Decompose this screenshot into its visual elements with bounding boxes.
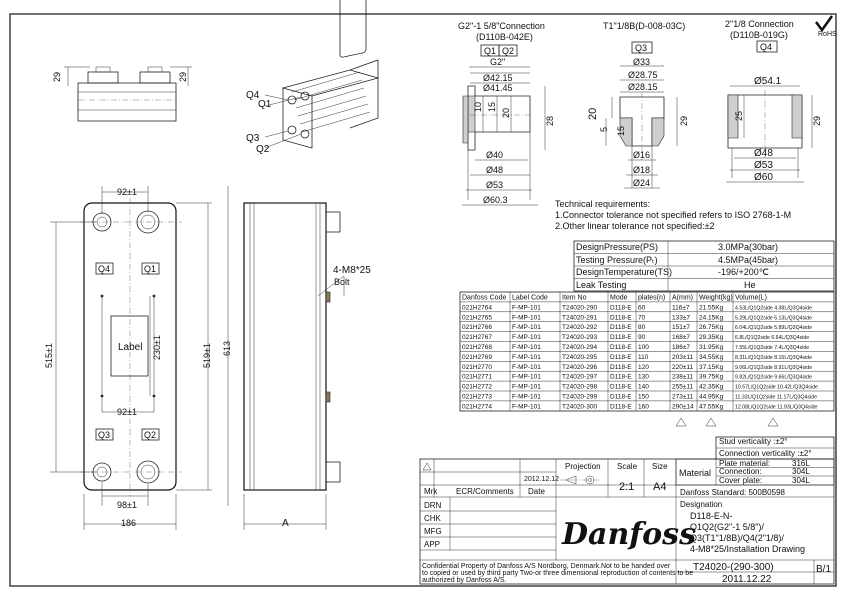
material-row-0-value: 316L <box>792 459 810 468</box>
parts-cell: F-MP-101 <box>512 314 541 322</box>
notes <box>719 437 812 458</box>
tb-date: Date <box>528 487 545 496</box>
iso-tag-q4: Q4 <box>246 90 260 101</box>
material-row-1-name: Connection: <box>719 467 762 476</box>
parts-cell: 9.82L/Q1Q2side 9.66L/Q3Q4side <box>735 374 812 381</box>
spec-value-2: -196/+200℃ <box>718 267 769 277</box>
parts-cell: 255±11 <box>672 383 694 391</box>
parts-cell: D118-E <box>610 363 632 371</box>
parts-cell: 116±7 <box>672 304 690 312</box>
q3-h4: 29 <box>679 115 689 126</box>
iso-tag-q1: Q1 <box>258 99 272 110</box>
parts-cell: D118-E <box>610 353 632 361</box>
parts-cell: F-MP-101 <box>512 403 541 411</box>
parts-header-cell: Item No <box>562 294 587 302</box>
side-view <box>244 203 371 530</box>
parts-cell: D118-E <box>610 344 632 351</box>
dim-width: 186 <box>121 518 137 528</box>
parts-cell: 100 <box>638 344 649 351</box>
parts-cell: D118-E <box>610 334 632 342</box>
parts-cell: 021H2766 <box>462 324 492 332</box>
q4-title: 2"1/8 Connection <box>725 19 794 29</box>
parts-cell: F-MP-101 <box>512 334 541 342</box>
parts-cell: D118-E <box>610 393 632 401</box>
parts-cell: 34.55Kg <box>699 353 724 361</box>
parts-cell: 168±7 <box>672 334 691 342</box>
q4-tag: Q4 <box>760 42 773 52</box>
parts-cell: D118-E <box>610 314 632 322</box>
note-stud: Stud verticality :±2° <box>719 437 788 446</box>
spec-value-3: He <box>744 280 756 290</box>
q1q2-d6: Ø60.3 <box>483 195 508 205</box>
q3-tag: Q3 <box>635 43 648 53</box>
bolt-spec: 4-M8*25 <box>333 265 371 276</box>
parts-cell: 90 <box>638 334 646 342</box>
parts-header-cell: A(mm) <box>672 294 693 302</box>
parts-cell: 273±11 <box>672 393 694 401</box>
parts-cell: 021H2773 <box>462 393 492 401</box>
front-tag-q2: Q2 <box>144 430 157 440</box>
q3-h3: 15 <box>616 125 626 136</box>
label-plate-text: Label <box>118 342 143 353</box>
tb-designation-0: D118-E-N- <box>690 511 733 521</box>
parts-cell: 5.29L/Q1Q2side 5.13L/Q3Q4side <box>735 315 812 322</box>
dim-mid: 92±1 <box>117 407 137 417</box>
parts-cell: T24020-292 <box>562 324 598 332</box>
parts-cell: 12.08L/Q1Q2side 11.93L/Q3Q4side <box>735 404 818 411</box>
parts-cell: T24020-291 <box>562 314 598 322</box>
bolt-label: Bolt <box>334 277 350 287</box>
parts-cell: 021H2771 <box>462 373 492 381</box>
spec-label-1: Testing Pressure(Pₜ) <box>576 255 658 265</box>
parts-cell: 021H2767 <box>462 334 492 342</box>
parts-cell: T24020-300 <box>562 403 598 411</box>
parts-cell: T24020-297 <box>562 373 598 381</box>
parts-cell: 9.06L/Q1Q2side 8.91L/Q3Q4side <box>735 364 812 371</box>
tb-confidential-2: authorized by Danfoss A/S. <box>422 577 507 584</box>
spec-value-1: 4.5MPa(45bar) <box>718 255 779 265</box>
parts-cell: 8.31L/Q1Q2side 8.15L/Q3Q4side <box>735 354 812 361</box>
parts-cell: 133±7 <box>672 314 691 322</box>
material-row-0-name: Plate material: <box>719 459 771 468</box>
projection-symbol <box>560 476 600 484</box>
parts-table <box>460 292 834 411</box>
tb-date-rev: 2012.12.12 <box>524 476 560 483</box>
q1q2-h4: 28 <box>545 115 555 126</box>
q4-d3: Ø53 <box>754 160 773 171</box>
tb-size-label: Size <box>652 462 668 471</box>
q3-d3: Ø28.15 <box>628 82 658 92</box>
parts-cell: 31.95Kg <box>699 344 724 351</box>
parts-cell: 220±11 <box>672 363 694 371</box>
iso-tag-q2: Q2 <box>256 144 270 155</box>
parts-cell: 120 <box>638 363 649 371</box>
tb-role-drn: DRN <box>424 501 442 510</box>
q1q2-code: (D110B-042E) <box>476 32 533 42</box>
parts-header-cell: Danfoss Code <box>462 294 507 302</box>
tech-line2: 2.Other linear tolerance not specified:±2 <box>555 221 715 231</box>
q1q2-tag1: Q1 <box>484 46 497 56</box>
tb-drawing-date: 2011.12.22 <box>722 574 772 585</box>
parts-cell: 021H2768 <box>462 344 492 351</box>
q1q2-d4: Ø48 <box>486 165 504 175</box>
q3-title: T1"1/8B(D-008-03C) <box>603 21 686 31</box>
q3-d1: Ø33 <box>633 57 651 67</box>
parts-cell: 290±14 <box>672 403 694 411</box>
dim-h2: 519±1 <box>202 343 212 368</box>
parts-cell: 21.55Kg <box>699 304 724 312</box>
q1q2-d3: Ø40 <box>486 150 504 160</box>
detail-q4 <box>725 19 822 183</box>
tb-role-chk: CHK <box>424 514 441 523</box>
warning-triangles <box>676 418 778 426</box>
tb-scale: 2:1 <box>619 481 635 493</box>
iso-tag-q3: Q3 <box>246 133 260 144</box>
tb-designation-3: 4-M8*25/Installation Drawing <box>690 544 806 554</box>
parts-cell: D118-E <box>610 373 632 381</box>
detail-q1q2 <box>458 21 555 205</box>
parts-cell: T24020-299 <box>562 393 598 401</box>
tb-confidential-0: Confidential Property of Danfoss A/S Nordborg, Denmark.Not to be handed over <box>422 563 671 570</box>
spec-table <box>574 241 834 291</box>
tech-line1: 1.Connector tolerance not specified refers to ISO 2768-1-M <box>555 210 792 220</box>
parts-cell: F-MP-101 <box>512 383 541 391</box>
parts-header-cell: Volume(L) <box>735 294 767 302</box>
tb-role-app: APP <box>424 540 441 549</box>
q4-h2: 29 <box>812 115 822 126</box>
parts-cell: 37.15Kg <box>699 363 724 371</box>
parts-cell: F-MP-101 <box>512 363 541 371</box>
parts-cell: 160 <box>638 403 649 411</box>
parts-cell: D118-E <box>610 304 632 312</box>
parts-cell: 021H2764 <box>462 304 492 312</box>
parts-cell: T24020-296 <box>562 363 598 371</box>
parts-cell: 47.55Kg <box>699 403 724 411</box>
parts-cell: 186±7 <box>672 344 691 351</box>
tb-drawing-no: T24020-(290-300) <box>693 562 774 573</box>
tb-projection: Projection <box>565 462 601 471</box>
parts-header-cell: Label Code <box>512 294 548 302</box>
tb-scale-label: Scale <box>617 462 638 471</box>
parts-cell: 29.35Kg <box>699 334 724 342</box>
parts-cell: 021H2765 <box>462 314 492 322</box>
material-row-1-value: 304L <box>792 467 810 476</box>
parts-cell: F-MP-101 <box>512 353 541 361</box>
q1q2-thread: G2" <box>490 57 506 67</box>
parts-cell: 42.35Kg <box>699 383 724 391</box>
parts-cell: 110 <box>638 353 649 361</box>
dim-label-h: 230±1 <box>152 335 162 360</box>
rohs-text: RoHS <box>818 31 837 38</box>
note-conn: Connection verticality :±2° <box>719 449 812 458</box>
parts-cell: F-MP-101 <box>512 373 541 381</box>
parts-cell: 24.15Kg <box>699 314 724 322</box>
brand-logo: Danfoss <box>562 517 696 552</box>
parts-cell: F-MP-101 <box>512 344 541 351</box>
spec-value-0: 3.0MPa(30bar) <box>718 242 779 252</box>
spec-label-3: Leak Testing <box>576 280 627 290</box>
dim-h1: 515±1 <box>44 343 54 368</box>
parts-header-cell: plates(n) <box>638 294 666 302</box>
parts-cell: D118-E <box>610 383 632 391</box>
q3-h2: 5 <box>599 126 609 132</box>
parts-cell: T24020-293 <box>562 334 598 342</box>
q4-h1: 25 <box>734 110 744 121</box>
tb-designation-label: Designation <box>680 500 723 509</box>
parts-cell: 021H2774 <box>462 403 492 411</box>
rohs-mark <box>816 16 837 38</box>
q1q2-d1: Ø42.15 <box>483 73 513 83</box>
tb-sheet: B/1 <box>816 564 832 575</box>
parts-cell: F-MP-101 <box>512 324 541 332</box>
tb-ecr: ECR/Comments <box>456 487 514 496</box>
parts-cell: 11.33L/Q1Q2side 11.17L/Q3Q4side <box>735 394 817 401</box>
technical-requirements <box>555 199 791 231</box>
front-tag-q1: Q1 <box>144 264 157 274</box>
tb-standard: Danfoss Standard: 500B0598 <box>680 488 785 497</box>
parts-cell: 10.57L/Q1Q2side 10.42L/Q3Q4side <box>735 384 818 391</box>
tb-role-mfg: MFG <box>424 527 442 536</box>
q3-d5: Ø18 <box>633 165 651 175</box>
parts-cell: T24020-295 <box>562 353 598 361</box>
spec-label-2: DesignTemperature(TS) <box>576 267 673 277</box>
q3-d2: Ø28.75 <box>628 70 658 80</box>
dim-top: 92±1 <box>117 187 137 197</box>
parts-cell: T24020-298 <box>562 383 598 391</box>
front-view <box>44 186 232 530</box>
spec-label-0: DesignPressure(PS) <box>576 242 659 252</box>
parts-cell: 70 <box>638 314 646 322</box>
material-label: Material <box>679 468 712 478</box>
tb-confidential-1: to copied or used by third party Two-or three dimensional reproduction of contents to be <box>422 570 694 577</box>
q4-d2: Ø48 <box>754 148 773 159</box>
parts-cell: 44.95Kg <box>699 393 724 401</box>
title-block <box>420 459 834 585</box>
parts-cell: F-MP-101 <box>512 393 541 401</box>
parts-cell: 021H2770 <box>462 363 492 371</box>
parts-cell: 6.8L/Q1Q2side 6.64L/Q3Q4side <box>735 335 810 342</box>
q1q2-d2: Ø41.45 <box>483 83 513 93</box>
parts-header-cell: Mode <box>610 294 628 302</box>
parts-cell: 021H2772 <box>462 383 492 391</box>
tb-mrk: Mrk <box>424 487 438 496</box>
parts-cell: 6.04L/Q1Q2side 5.89L/Q3Q4side <box>735 325 812 332</box>
tb-designation-1: Q1Q2(G2"-1 5/8")/ <box>690 522 764 532</box>
parts-cell: T24020-294 <box>562 344 598 351</box>
parts-cell: T24020-290 <box>562 304 598 312</box>
q3-d4: Ø16 <box>633 150 651 160</box>
front-tag-q3: Q3 <box>98 430 111 440</box>
tb-designation-2: Q3(T1"1/8B)/Q4(2"1/8)/ <box>690 533 784 543</box>
q4-code: (D110B-019G) <box>730 30 788 40</box>
top-view <box>52 67 192 121</box>
parts-cell: 7.55L/Q1Q2side 7.4L/Q3Q4side <box>735 345 810 351</box>
dim-h3: 613 <box>222 340 232 356</box>
dim-a: A <box>282 518 289 529</box>
dim-bottom: 98±1 <box>117 500 137 510</box>
q1q2-title: G2"-1 5/8"Connection <box>458 21 545 31</box>
parts-cell: 26.75Kg <box>699 324 724 332</box>
parts-cell: 151±7 <box>672 324 691 332</box>
q3-d6: Ø24 <box>633 178 651 188</box>
parts-cell: 80 <box>638 324 646 332</box>
material-row-2-name: Cover plate: <box>719 476 763 485</box>
parts-cell: 39.75Kg <box>699 373 724 381</box>
parts-cell: F-MP-101 <box>512 304 541 312</box>
parts-header-cell: Weight(kg) <box>699 294 733 302</box>
parts-cell: 4.53L/Q1Q2side 4.38L/Q3Q4side <box>735 305 812 312</box>
top-dim-left: 29 <box>52 71 62 82</box>
parts-cell: 60 <box>638 304 646 312</box>
top-dim-right: 29 <box>178 71 188 82</box>
detail-q3 <box>587 21 689 188</box>
q4-d4: Ø60 <box>754 172 773 183</box>
parts-cell: 238±11 <box>672 373 694 381</box>
q1q2-h1: 10 <box>473 101 483 112</box>
q1q2-h2: 15 <box>487 101 497 112</box>
front-tag-q4: Q4 <box>98 264 111 274</box>
tech-heading: Technical requirements: <box>555 199 651 209</box>
q4-d1: Ø54.1 <box>754 76 782 87</box>
q1q2-h3: 20 <box>501 107 511 118</box>
parts-cell: 203±11 <box>672 353 694 361</box>
q1q2-tag2: Q2 <box>502 46 515 56</box>
tb-size: A4 <box>653 481 667 493</box>
parts-cell: 150 <box>638 393 649 401</box>
q1q2-d5: Ø53 <box>486 180 504 190</box>
parts-cell: 021H2769 <box>462 353 492 361</box>
parts-cell: D118-E <box>610 403 632 411</box>
parts-cell: D118-E <box>610 324 632 332</box>
parts-cell: 130 <box>638 373 649 381</box>
isometric-view <box>246 0 378 155</box>
q3-h1: 20 <box>587 107 599 120</box>
parts-cell: 140 <box>638 383 649 391</box>
material-row-2-value: 304L <box>792 476 810 485</box>
